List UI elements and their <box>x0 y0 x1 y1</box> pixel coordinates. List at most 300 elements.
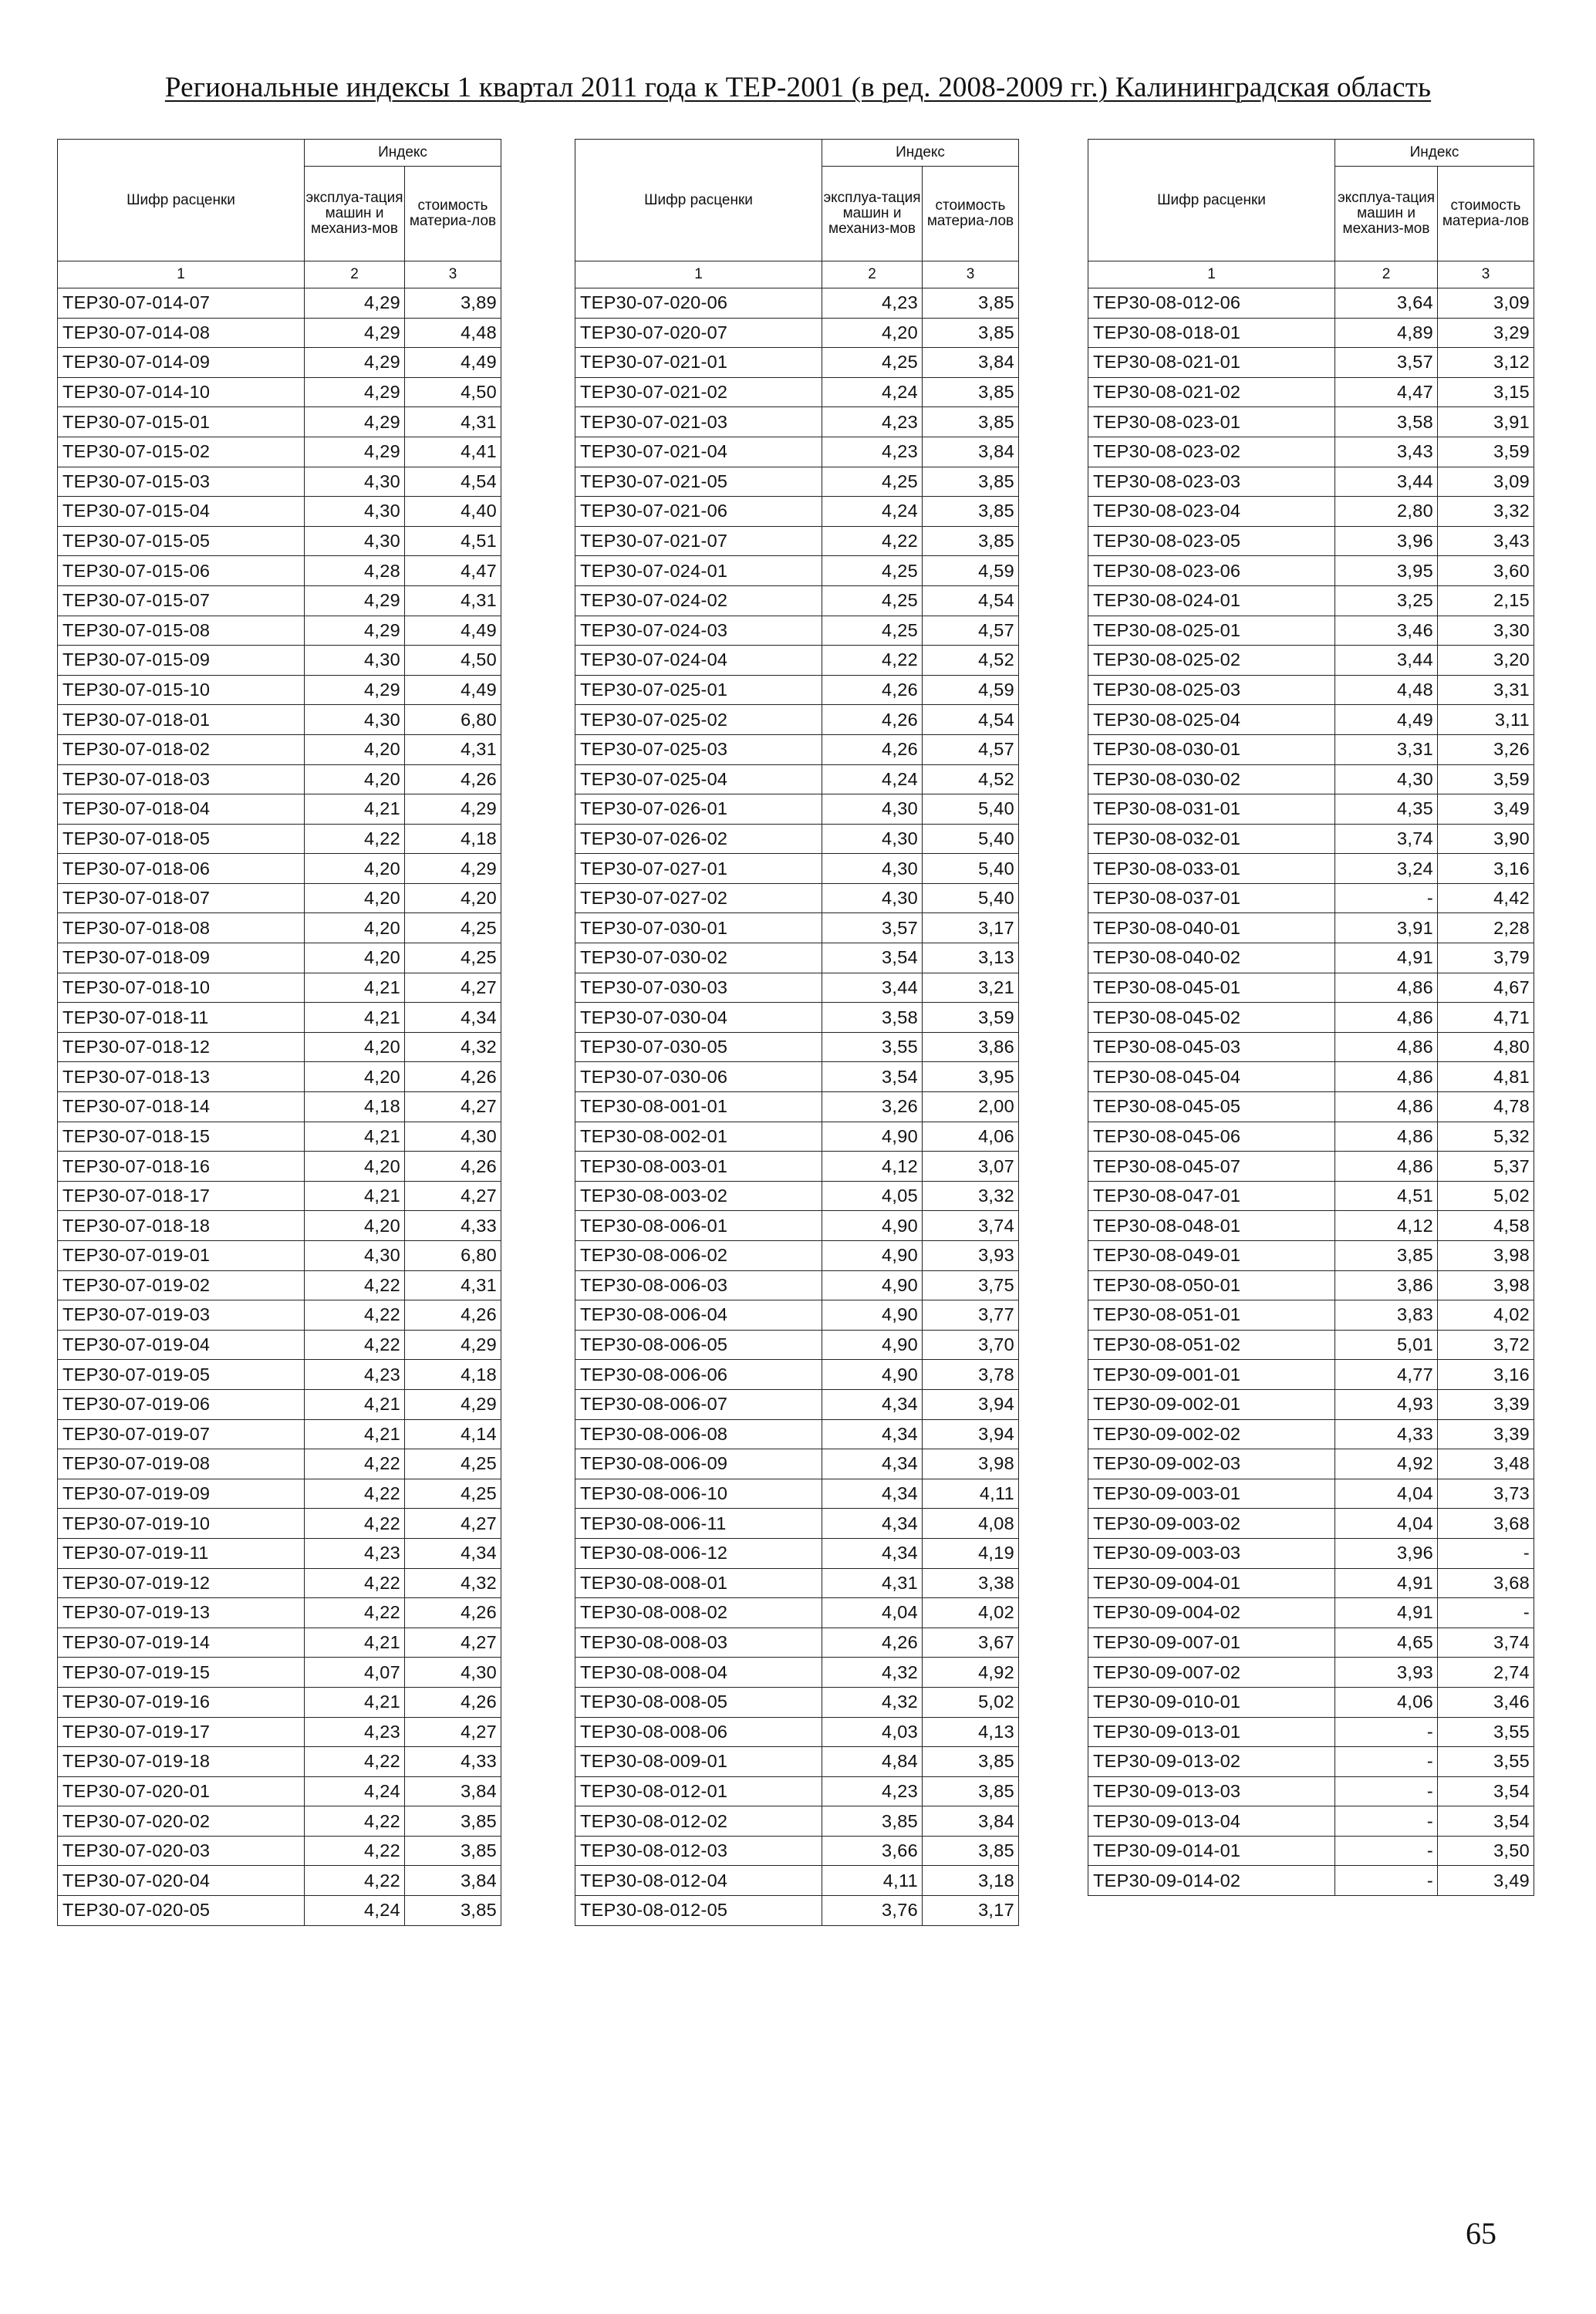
materials-index-cell: 4,49 <box>405 675 501 705</box>
materials-index-cell: 3,46 <box>1438 1687 1534 1717</box>
rate-code-cell: ТЕР30-07-018-06 <box>58 854 305 884</box>
rate-code-cell: ТЕР30-08-045-07 <box>1088 1152 1335 1182</box>
rate-code-cell: ТЕР30-08-003-01 <box>575 1152 822 1182</box>
rate-code-cell: ТЕР30-08-025-03 <box>1088 675 1335 705</box>
rate-code-cell: ТЕР30-08-023-03 <box>1088 467 1335 497</box>
header-materials: стоимость материа-лов <box>1438 167 1534 261</box>
materials-index-cell: 3,93 <box>923 1241 1019 1271</box>
materials-index-cell: 4,29 <box>405 794 501 825</box>
table-row <box>58 526 501 556</box>
table-row <box>1088 1003 1534 1033</box>
header-col-number-1: 1 <box>1088 261 1335 288</box>
rate-code-cell: ТЕР30-07-018-10 <box>58 973 305 1003</box>
machines-index-cell: 4,34 <box>822 1509 923 1539</box>
materials-index-cell: - <box>1438 1598 1534 1628</box>
rate-code-cell: ТЕР30-08-012-05 <box>575 1896 822 1926</box>
machines-index-cell: 4,29 <box>305 318 405 348</box>
rate-code-cell: ТЕР30-07-018-15 <box>58 1122 305 1152</box>
rate-code-cell: ТЕР30-08-006-02 <box>575 1241 822 1271</box>
rate-code-cell: ТЕР30-09-004-02 <box>1088 1598 1335 1628</box>
table-row <box>1088 1419 1534 1449</box>
machines-index-cell: 3,25 <box>1335 585 1438 616</box>
machines-index-cell: 4,20 <box>822 318 923 348</box>
table-row <box>575 705 1019 735</box>
machines-index-cell: 4,30 <box>1335 764 1438 794</box>
materials-index-cell: 3,16 <box>1438 1360 1534 1390</box>
machines-index-cell: 4,20 <box>305 883 405 913</box>
rate-code-cell: ТЕР30-07-015-08 <box>58 616 305 646</box>
table-row <box>575 1419 1019 1449</box>
table-row <box>575 497 1019 527</box>
table-row <box>58 467 501 497</box>
table-row <box>1088 1181 1534 1211</box>
machines-index-cell: 4,25 <box>822 556 923 586</box>
table-row <box>575 764 1019 794</box>
table-row <box>1088 943 1534 973</box>
machines-index-cell: 3,91 <box>1335 913 1438 943</box>
materials-index-cell: 4,52 <box>923 764 1019 794</box>
materials-index-cell: 4,26 <box>405 1062 501 1092</box>
rate-code-cell: ТЕР30-08-018-01 <box>1088 318 1335 348</box>
machines-index-cell: 4,25 <box>822 616 923 646</box>
machines-index-cell: 3,44 <box>1335 646 1438 676</box>
materials-index-cell: 3,84 <box>923 437 1019 467</box>
machines-index-cell: 4,20 <box>305 734 405 764</box>
machines-index-cell: 4,05 <box>822 1181 923 1211</box>
materials-index-cell: 4,54 <box>923 585 1019 616</box>
materials-index-cell: 3,12 <box>1438 348 1534 378</box>
table-row <box>58 1062 501 1092</box>
materials-index-cell: 4,25 <box>405 913 501 943</box>
machines-index-cell: 4,90 <box>822 1360 923 1390</box>
table-row <box>575 1509 1019 1539</box>
table-row <box>1088 1211 1534 1241</box>
rate-code-cell: ТЕР30-09-007-01 <box>1088 1628 1335 1658</box>
rate-code-cell: ТЕР30-08-045-04 <box>1088 1062 1335 1092</box>
table-row <box>1088 288 1534 319</box>
materials-index-cell: 4,29 <box>405 1330 501 1360</box>
table-row <box>58 734 501 764</box>
machines-index-cell: 4,29 <box>305 348 405 378</box>
materials-index-cell: 3,74 <box>923 1211 1019 1241</box>
table-row <box>575 1360 1019 1390</box>
rate-code-cell: ТЕР30-08-040-02 <box>1088 943 1335 973</box>
rate-code-cell: ТЕР30-07-018-14 <box>58 1092 305 1122</box>
materials-index-cell: 4,25 <box>405 1449 501 1479</box>
materials-index-cell: 6,80 <box>405 705 501 735</box>
table-row <box>58 1003 501 1033</box>
rate-code-cell: ТЕР30-08-006-07 <box>575 1389 822 1419</box>
rate-code-cell: ТЕР30-07-019-17 <box>58 1717 305 1747</box>
machines-index-cell: 4,26 <box>822 675 923 705</box>
table-row <box>575 943 1019 973</box>
rate-code-cell: ТЕР30-07-020-01 <box>58 1776 305 1806</box>
rate-code-cell: ТЕР30-08-032-01 <box>1088 824 1335 854</box>
rate-code-cell: ТЕР30-07-018-04 <box>58 794 305 825</box>
rate-code-cell: ТЕР30-07-019-13 <box>58 1598 305 1628</box>
table-row <box>575 734 1019 764</box>
materials-index-cell: 4,29 <box>405 854 501 884</box>
machines-index-cell: 4,23 <box>822 437 923 467</box>
materials-index-cell: 3,39 <box>1438 1419 1534 1449</box>
materials-index-cell: 3,85 <box>405 1836 501 1866</box>
machines-index-cell: 4,28 <box>305 556 405 586</box>
header-col-number-1: 1 <box>58 261 305 288</box>
machines-index-cell: 4,20 <box>305 943 405 973</box>
materials-index-cell: 4,27 <box>405 1092 501 1122</box>
table-row <box>1088 883 1534 913</box>
table-row <box>1088 1598 1534 1628</box>
materials-index-cell: 3,94 <box>923 1389 1019 1419</box>
rate-code-cell: ТЕР30-08-045-03 <box>1088 1032 1335 1062</box>
machines-index-cell: 4,26 <box>822 705 923 735</box>
rate-code-cell: ТЕР30-07-014-09 <box>58 348 305 378</box>
table-row <box>575 1836 1019 1866</box>
materials-index-cell: 3,68 <box>1438 1509 1534 1539</box>
machines-index-cell: 4,22 <box>822 526 923 556</box>
rate-code-cell: ТЕР30-08-047-01 <box>1088 1181 1335 1211</box>
table-row <box>575 1211 1019 1241</box>
materials-index-cell: 3,17 <box>923 1896 1019 1926</box>
machines-index-cell: 4,65 <box>1335 1628 1438 1658</box>
materials-index-cell: 4,14 <box>405 1419 501 1449</box>
machines-index-cell: 4,20 <box>305 854 405 884</box>
rate-code-cell: ТЕР30-09-001-01 <box>1088 1360 1335 1390</box>
rate-code-cell: ТЕР30-08-012-03 <box>575 1836 822 1866</box>
rate-code-cell: ТЕР30-08-021-01 <box>1088 348 1335 378</box>
table-row <box>58 1687 501 1717</box>
materials-index-cell: 5,02 <box>1438 1181 1534 1211</box>
machines-index-cell: 4,21 <box>305 1419 405 1449</box>
index-table-3 <box>1088 139 1534 1896</box>
rate-code-cell: ТЕР30-07-018-09 <box>58 943 305 973</box>
materials-index-cell: 4,18 <box>405 1360 501 1390</box>
rate-code-cell: ТЕР30-08-023-02 <box>1088 437 1335 467</box>
machines-index-cell: 4,86 <box>1335 1003 1438 1033</box>
machines-index-cell: 4,04 <box>822 1598 923 1628</box>
rate-code-cell: ТЕР30-07-030-02 <box>575 943 822 973</box>
machines-index-cell: 4,84 <box>822 1747 923 1777</box>
machines-index-cell: 4,26 <box>822 734 923 764</box>
materials-index-cell: 3,16 <box>1438 854 1534 884</box>
materials-index-cell: 3,85 <box>923 288 1019 319</box>
machines-index-cell: 4,29 <box>305 407 405 437</box>
rate-code-cell: ТЕР30-08-008-05 <box>575 1687 822 1717</box>
materials-index-cell: 4,32 <box>405 1568 501 1598</box>
table-row <box>1088 1032 1534 1062</box>
table-row <box>58 646 501 676</box>
materials-index-cell: 4,08 <box>923 1509 1019 1539</box>
materials-index-cell: 3,98 <box>1438 1241 1534 1271</box>
table-row <box>1088 734 1534 764</box>
header-index: Индекс <box>1335 140 1534 167</box>
rate-code-cell: ТЕР30-09-007-02 <box>1088 1658 1335 1688</box>
materials-index-cell: 4,41 <box>405 437 501 467</box>
rate-code-cell: ТЕР30-07-020-02 <box>58 1806 305 1837</box>
header-col-number-2: 2 <box>305 261 405 288</box>
materials-index-cell: 4,26 <box>405 1687 501 1717</box>
materials-index-cell: 5,40 <box>923 854 1019 884</box>
machines-index-cell: 4,23 <box>822 407 923 437</box>
rate-code-cell: ТЕР30-07-018-02 <box>58 734 305 764</box>
table-row <box>58 1866 501 1896</box>
materials-index-cell: 3,85 <box>923 1836 1019 1866</box>
machines-index-cell: 4,35 <box>1335 794 1438 825</box>
machines-index-cell: 4,77 <box>1335 1360 1438 1390</box>
table-row <box>575 407 1019 437</box>
machines-index-cell: 4,12 <box>1335 1211 1438 1241</box>
rate-code-cell: ТЕР30-09-002-02 <box>1088 1419 1335 1449</box>
machines-index-cell: 4,22 <box>305 1568 405 1598</box>
rate-code-cell: ТЕР30-08-021-02 <box>1088 377 1335 407</box>
rate-code-cell: ТЕР30-07-020-05 <box>58 1896 305 1926</box>
table-row <box>1088 1449 1534 1479</box>
materials-index-cell: 3,32 <box>1438 497 1534 527</box>
rate-code-cell: ТЕР30-07-018-01 <box>58 705 305 735</box>
machines-index-cell: - <box>1335 1806 1438 1837</box>
materials-index-cell: 3,84 <box>405 1776 501 1806</box>
materials-index-cell: 4,71 <box>1438 1003 1534 1033</box>
materials-index-cell: 4,27 <box>405 1181 501 1211</box>
rate-code-cell: ТЕР30-07-030-04 <box>575 1003 822 1033</box>
rate-code-cell: ТЕР30-08-037-01 <box>1088 883 1335 913</box>
materials-index-cell: 3,59 <box>923 1003 1019 1033</box>
rate-code-cell: ТЕР30-08-009-01 <box>575 1747 822 1777</box>
header-col-number-2: 2 <box>822 261 923 288</box>
machines-index-cell: 4,30 <box>305 646 405 676</box>
table-row <box>58 764 501 794</box>
machines-index-cell: 4,22 <box>305 1836 405 1866</box>
materials-index-cell: 3,85 <box>405 1806 501 1837</box>
table-row <box>58 1449 501 1479</box>
rate-code-cell: ТЕР30-07-019-04 <box>58 1330 305 1360</box>
materials-index-cell: 3,43 <box>1438 526 1534 556</box>
header-code: Шифр расценки <box>58 140 305 261</box>
materials-index-cell: 4,80 <box>1438 1032 1534 1062</box>
machines-index-cell: 4,22 <box>305 1509 405 1539</box>
materials-index-cell: 3,13 <box>923 943 1019 973</box>
materials-index-cell: 3,94 <box>923 1419 1019 1449</box>
table-row <box>1088 1658 1534 1688</box>
table-row <box>575 1300 1019 1331</box>
rate-code-cell: ТЕР30-07-019-08 <box>58 1449 305 1479</box>
table-row <box>58 1241 501 1271</box>
rate-code-cell: ТЕР30-07-025-02 <box>575 705 822 735</box>
machines-index-cell: 4,23 <box>305 1360 405 1390</box>
materials-index-cell: 4,31 <box>405 734 501 764</box>
materials-index-cell: 3,32 <box>923 1181 1019 1211</box>
materials-index-cell: 4,40 <box>405 497 501 527</box>
table-row <box>575 883 1019 913</box>
materials-index-cell: 3,73 <box>1438 1479 1534 1509</box>
rate-code-cell: ТЕР30-07-024-01 <box>575 556 822 586</box>
machines-index-cell: 3,96 <box>1335 1538 1438 1568</box>
table-row <box>58 497 501 527</box>
table-row <box>1088 318 1534 348</box>
rate-code-cell: ТЕР30-07-015-01 <box>58 407 305 437</box>
rate-code-cell: ТЕР30-08-008-03 <box>575 1628 822 1658</box>
header-col-number-2: 2 <box>1335 261 1438 288</box>
materials-index-cell: 4,20 <box>405 883 501 913</box>
machines-index-cell: 3,57 <box>1335 348 1438 378</box>
rate-code-cell: ТЕР30-07-021-02 <box>575 377 822 407</box>
table-row <box>58 1598 501 1628</box>
header-col-number-1: 1 <box>575 261 822 288</box>
materials-index-cell: 3,95 <box>923 1062 1019 1092</box>
materials-index-cell: 5,02 <box>923 1687 1019 1717</box>
machines-index-cell: - <box>1335 1836 1438 1866</box>
materials-index-cell: 3,21 <box>923 973 1019 1003</box>
materials-index-cell: 5,32 <box>1438 1122 1534 1152</box>
rate-code-cell: ТЕР30-07-026-01 <box>575 794 822 825</box>
materials-index-cell: 3,30 <box>1438 616 1534 646</box>
index-table-1 <box>57 139 501 1926</box>
rate-code-cell: ТЕР30-09-013-03 <box>1088 1776 1335 1806</box>
rate-code-cell: ТЕР30-07-019-15 <box>58 1658 305 1688</box>
machines-index-cell: 4,21 <box>305 1687 405 1717</box>
machines-index-cell: 3,44 <box>1335 467 1438 497</box>
materials-index-cell: 4,27 <box>405 1509 501 1539</box>
machines-index-cell: 3,85 <box>1335 1241 1438 1271</box>
table-row <box>1088 1152 1534 1182</box>
materials-index-cell: 4,02 <box>1438 1300 1534 1331</box>
machines-index-cell: 4,32 <box>822 1658 923 1688</box>
header-code: Шифр расценки <box>575 140 822 261</box>
materials-index-cell: 3,09 <box>1438 288 1534 319</box>
table-row <box>58 794 501 825</box>
table-row <box>58 1538 501 1568</box>
table-row <box>58 1300 501 1331</box>
rate-code-cell: ТЕР30-07-019-02 <box>58 1270 305 1300</box>
machines-index-cell: 4,06 <box>1335 1687 1438 1717</box>
machines-index-cell: 4,21 <box>305 1389 405 1419</box>
header-materials: стоимость материа-лов <box>405 167 501 261</box>
table-row <box>1088 1538 1534 1568</box>
rate-code-cell: ТЕР30-08-008-04 <box>575 1658 822 1688</box>
table-row <box>1088 497 1534 527</box>
materials-index-cell: 4,31 <box>405 1270 501 1300</box>
rate-code-cell: ТЕР30-09-013-04 <box>1088 1806 1335 1837</box>
table-row <box>575 675 1019 705</box>
table-row <box>575 1687 1019 1717</box>
materials-index-cell: 3,91 <box>1438 407 1534 437</box>
machines-index-cell: 4,30 <box>305 467 405 497</box>
rate-code-cell: ТЕР30-08-012-04 <box>575 1866 822 1896</box>
materials-index-cell: 3,84 <box>923 1806 1019 1837</box>
materials-index-cell: 4,26 <box>405 1152 501 1182</box>
rate-code-cell: ТЕР30-08-012-06 <box>1088 288 1335 319</box>
rate-code-cell: ТЕР30-07-021-01 <box>575 348 822 378</box>
table-row <box>575 1449 1019 1479</box>
table-row <box>58 556 501 586</box>
rate-code-cell: ТЕР30-08-045-05 <box>1088 1092 1335 1122</box>
materials-index-cell: 2,15 <box>1438 585 1534 616</box>
table-row <box>575 854 1019 884</box>
machines-index-cell: 4,18 <box>305 1092 405 1122</box>
table-row <box>58 913 501 943</box>
rate-code-cell: ТЕР30-08-023-01 <box>1088 407 1335 437</box>
materials-index-cell: 4,06 <box>923 1122 1019 1152</box>
materials-index-cell: 4,11 <box>923 1479 1019 1509</box>
table-row <box>58 1389 501 1419</box>
table-row <box>575 288 1019 319</box>
table-row <box>58 1628 501 1658</box>
materials-index-cell: 3,49 <box>1438 794 1534 825</box>
table-row <box>58 943 501 973</box>
machines-index-cell: 3,58 <box>822 1003 923 1033</box>
rate-code-cell: ТЕР30-07-019-14 <box>58 1628 305 1658</box>
machines-index-cell: 4,29 <box>305 437 405 467</box>
table-row <box>58 1806 501 1837</box>
machines-index-cell: - <box>1335 1776 1438 1806</box>
table-row <box>58 1747 501 1777</box>
machines-index-cell: 4,91 <box>1335 943 1438 973</box>
rate-code-cell: ТЕР30-07-024-04 <box>575 646 822 676</box>
materials-index-cell: 4,25 <box>405 943 501 973</box>
materials-index-cell: 4,34 <box>405 1003 501 1033</box>
machines-index-cell: 4,90 <box>822 1270 923 1300</box>
materials-index-cell: 3,85 <box>923 318 1019 348</box>
materials-index-cell: 3,98 <box>1438 1270 1534 1300</box>
rate-code-cell: ТЕР30-09-003-01 <box>1088 1479 1335 1509</box>
table-row <box>575 794 1019 825</box>
machines-index-cell: 4,20 <box>305 913 405 943</box>
table-row <box>1088 1806 1534 1837</box>
materials-index-cell: 3,85 <box>923 377 1019 407</box>
table-row <box>575 348 1019 378</box>
materials-index-cell: 3,90 <box>1438 824 1534 854</box>
rate-code-cell: ТЕР30-08-045-06 <box>1088 1122 1335 1152</box>
machines-index-cell: 4,34 <box>822 1419 923 1449</box>
rate-code-cell: ТЕР30-07-024-02 <box>575 585 822 616</box>
table-row <box>1088 1330 1534 1360</box>
table-row <box>58 705 501 735</box>
rate-code-cell: ТЕР30-07-021-06 <box>575 497 822 527</box>
materials-index-cell: 4,27 <box>405 1628 501 1658</box>
machines-index-cell: 4,04 <box>1335 1479 1438 1509</box>
table-row <box>575 1181 1019 1211</box>
rate-code-cell: ТЕР30-07-018-08 <box>58 913 305 943</box>
machines-index-cell: 3,31 <box>1335 734 1438 764</box>
rate-code-cell: ТЕР30-07-019-03 <box>58 1300 305 1331</box>
table-row <box>1088 1628 1534 1658</box>
materials-index-cell: 4,33 <box>405 1211 501 1241</box>
machines-index-cell: 3,85 <box>822 1806 923 1837</box>
machines-index-cell: 4,22 <box>305 824 405 854</box>
table-row <box>58 1152 501 1182</box>
rate-code-cell: ТЕР30-07-021-07 <box>575 526 822 556</box>
materials-index-cell: 3,09 <box>1438 467 1534 497</box>
machines-index-cell: 4,34 <box>822 1449 923 1479</box>
table-row <box>1088 1776 1534 1806</box>
machines-index-cell: 4,24 <box>305 1896 405 1926</box>
table-row <box>58 1479 501 1509</box>
machines-index-cell: 4,86 <box>1335 973 1438 1003</box>
machines-index-cell: 4,23 <box>822 1776 923 1806</box>
header-col-number-3: 3 <box>1438 261 1534 288</box>
rate-code-cell: ТЕР30-07-027-02 <box>575 883 822 913</box>
machines-index-cell: 4,29 <box>305 585 405 616</box>
machines-index-cell: 4,32 <box>822 1687 923 1717</box>
materials-index-cell: 4,78 <box>1438 1092 1534 1122</box>
materials-index-cell: 3,11 <box>1438 705 1534 735</box>
materials-index-cell: 4,47 <box>405 556 501 586</box>
table-row <box>1088 526 1534 556</box>
machines-index-cell: 4,33 <box>1335 1419 1438 1449</box>
rate-code-cell: ТЕР30-07-018-03 <box>58 764 305 794</box>
materials-index-cell: 3,89 <box>405 288 501 319</box>
machines-index-cell: 4,25 <box>822 467 923 497</box>
